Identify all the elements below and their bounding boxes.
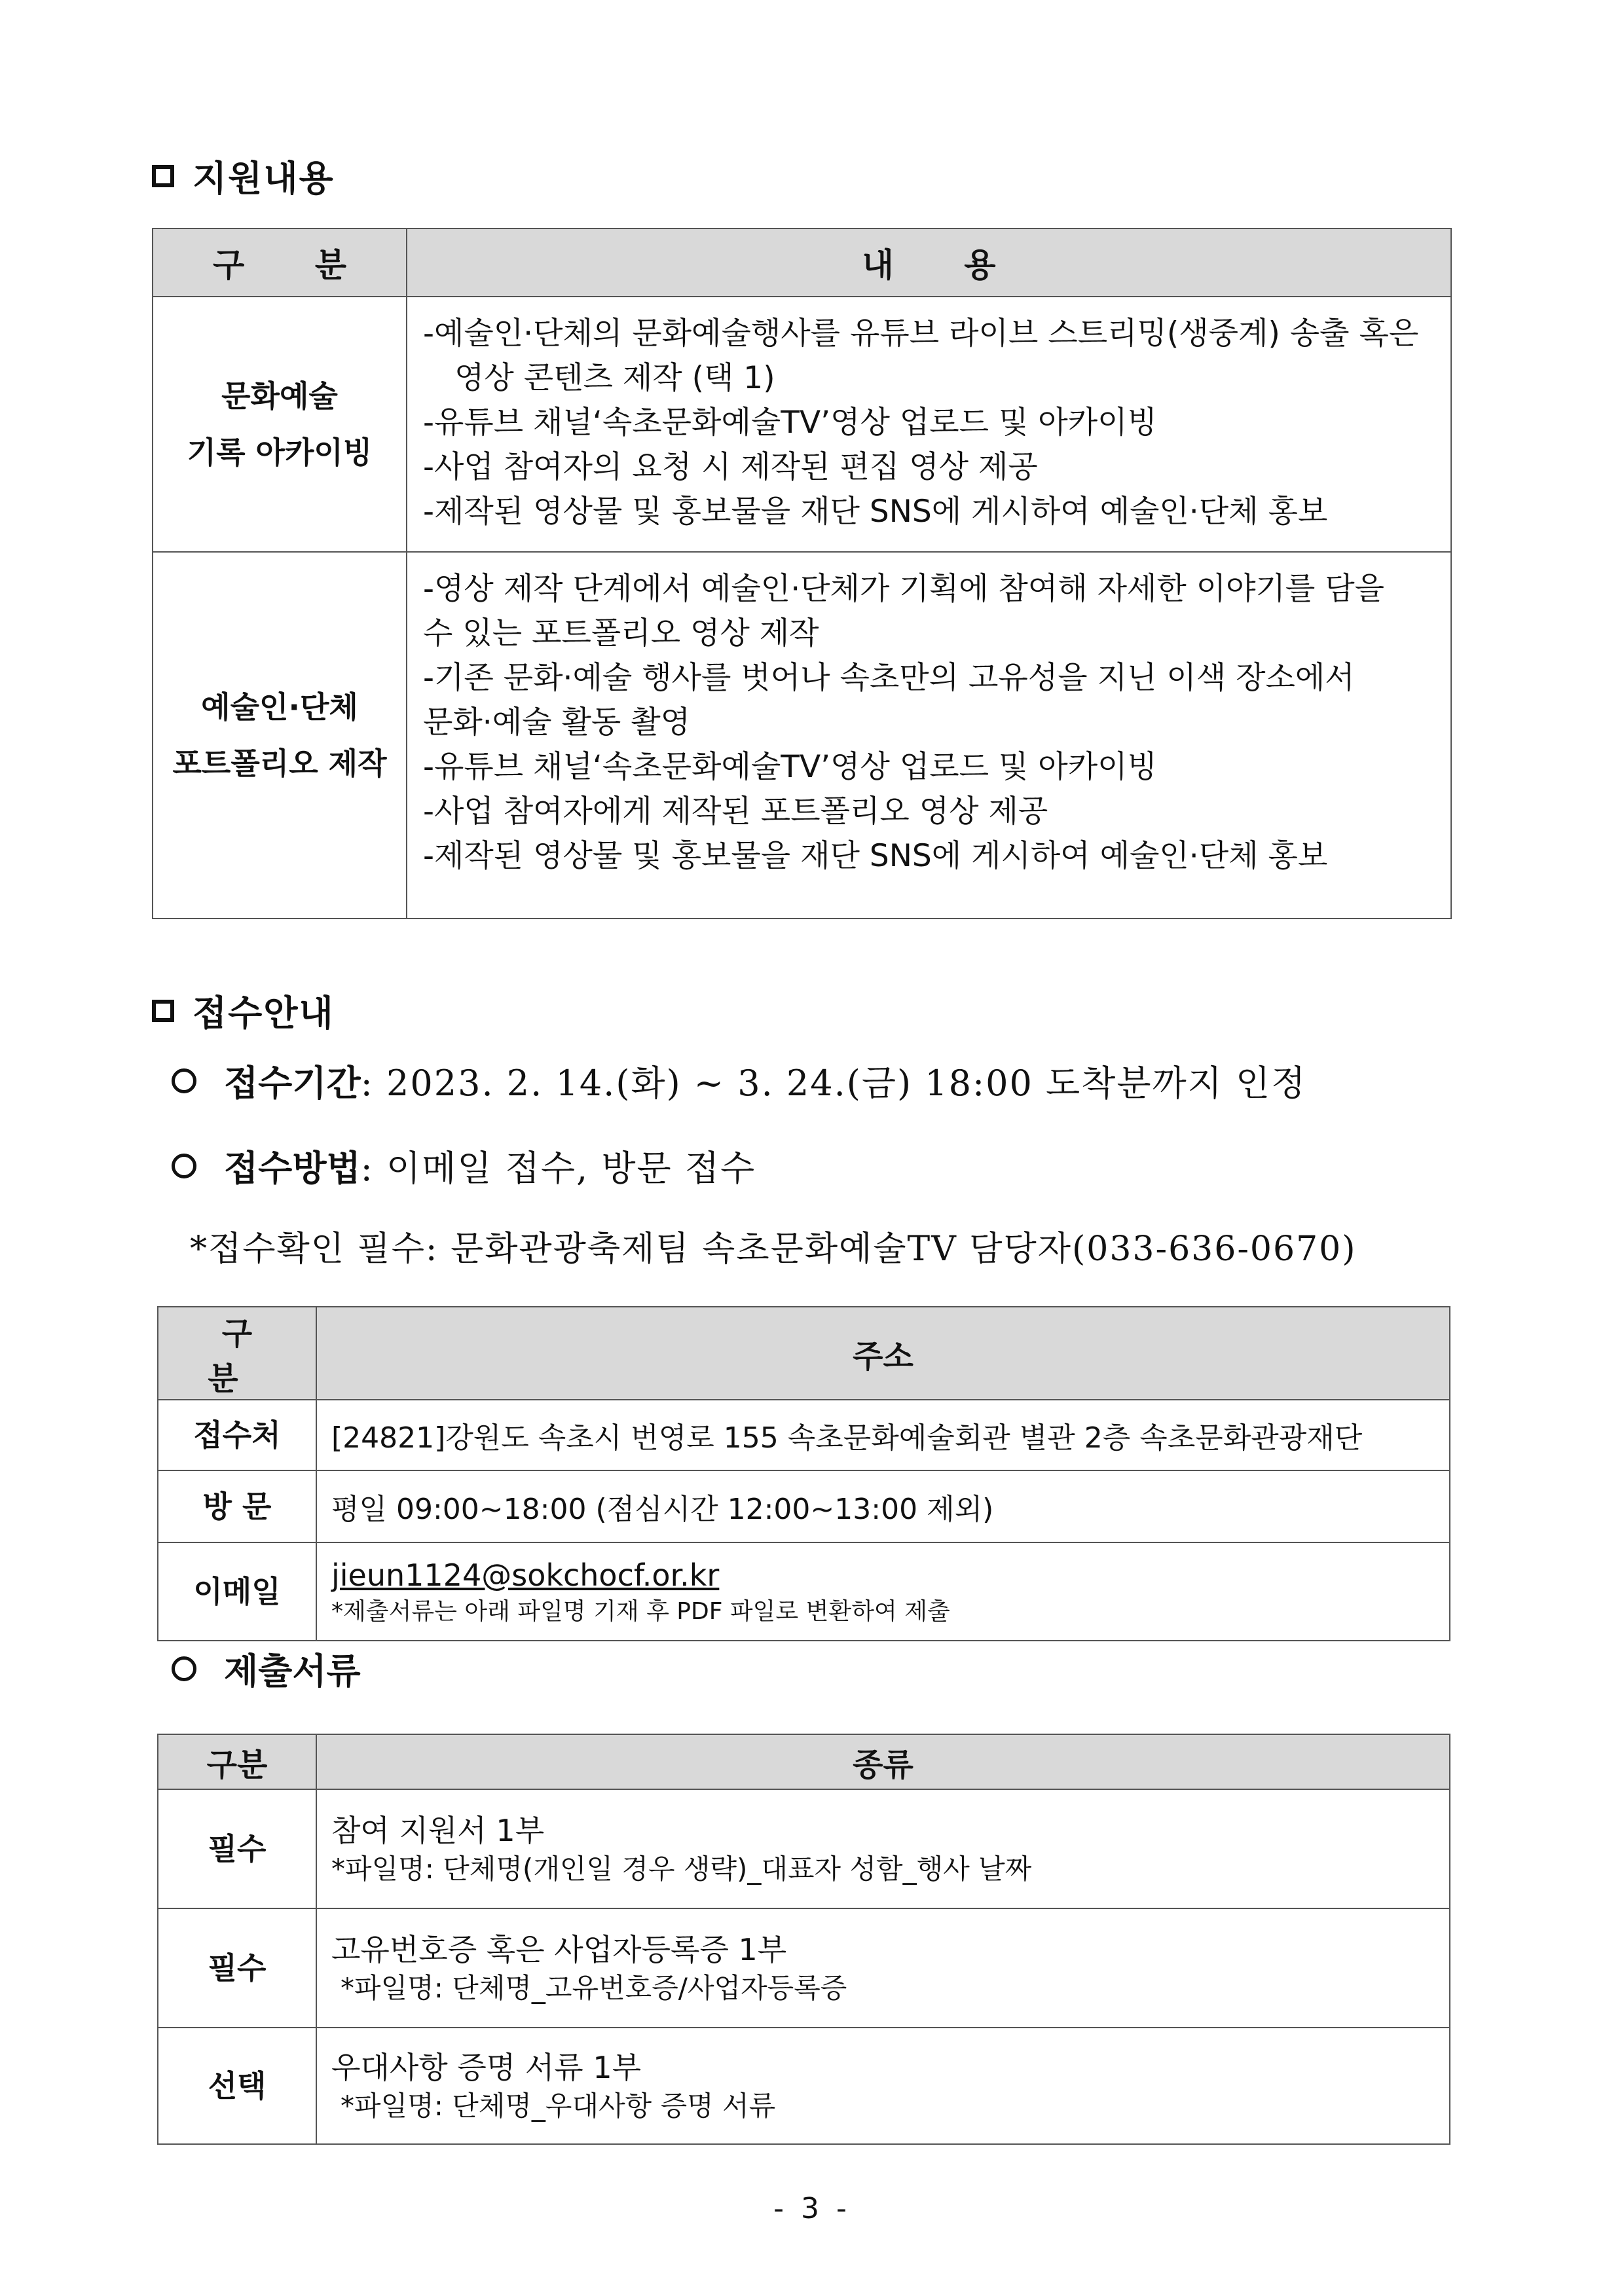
support-title: 지원내용 xyxy=(193,158,335,199)
reception-table xyxy=(157,1306,1450,1641)
table-row xyxy=(158,1400,1450,1470)
table-row xyxy=(158,1789,1450,1908)
support-table xyxy=(152,228,1452,919)
category-cell: 필수 xyxy=(158,1789,316,1908)
header-content: 내 용 xyxy=(407,228,1451,297)
table-row xyxy=(158,1542,1450,1641)
table-row xyxy=(158,2028,1450,2144)
circle-bullet-icon xyxy=(172,1656,196,1681)
header-category: 구 분 xyxy=(153,228,407,297)
table-row xyxy=(158,1908,1450,2028)
circle-bullet-icon xyxy=(172,1068,196,1093)
reception-period: 접수기간 : 2023. 2. 14.(화) ~ 3. 24.(금) 18:00 도착분까지 인정 xyxy=(172,1055,1306,1106)
document-cell: 고유번호증 혹은 사업자등록증 1부 *파일명: 단체명_고유번호증/사업자등록증 xyxy=(316,1908,1450,2028)
section-title-documents: 제출서류 xyxy=(172,1643,361,1694)
header-category: 구분 xyxy=(158,1734,316,1789)
hours-cell: 평일 09:00~18:00 (점심시간 12:00~13:00 제외) xyxy=(316,1470,1450,1542)
section-title-reception xyxy=(152,985,335,1036)
checkbox-square-icon xyxy=(152,1000,174,1022)
category-cell: 접수처 xyxy=(158,1400,316,1470)
table-row xyxy=(153,552,1451,919)
page-number: - 3 - xyxy=(773,2192,851,2225)
header-category: 구 분 xyxy=(158,1307,316,1400)
email-note: *제출서류는 아래 파일명 기재 후 PDF 파일로 변환하여 제출 xyxy=(331,1597,950,1625)
category-cell: 예술인·단체 포트폴리오 제작 xyxy=(153,552,407,919)
reception-table-header xyxy=(158,1307,1450,1400)
reception-title: 접수안내 xyxy=(193,993,335,1034)
header-type: 종류 xyxy=(316,1734,1450,1789)
documents-table xyxy=(157,1734,1450,2145)
content-cell: -영상 제작 단계에서 예술인·단체가 기획에 참여해 자세한 이야기를 담을 수 있는 포트폴리오 영상 제작 -기존 문화·예술 행사를 벗어나 속초만의 고유성을 지닌 이색 장소에서 문화·예술 활동 촬영 -유튜브 채널‘속초문화예술TV’영상 업로드 및 아카이빙 -사업 참여자에게 제작된 포트폴리오 영상 제공 -제작된 영상물 및 홍보물을 재단 SNS에 게시하여 예술인·단체 홍보 xyxy=(407,552,1451,919)
address-cell: [24821]강원도 속초시 번영로 155 속초문화예술회관 별관 2층 속초문화관광재단 xyxy=(316,1400,1450,1470)
documents-table-header xyxy=(158,1734,1450,1789)
email-link[interactable]: jieun1124@sokchocf.or.kr xyxy=(331,1557,720,1593)
circle-bullet-icon xyxy=(172,1154,196,1178)
document-cell: 우대사항 증명 서류 1부 *파일명: 단체명_우대사항 증명 서류 xyxy=(316,2028,1450,2144)
content-cell: -예술인·단체의 문화예술행사를 유튜브 라이브 스트리밍(생중계) 송출 혹은 영상 콘텐츠 제작 (택 1) -유튜브 채널‘속초문화예술TV’영상 업로드 및 아카이빙 -사업 참여자의 요청 시 제작된 편집 영상 제공 -제작된 영상물 및 홍보물을 재단 SNS에 게시하여 예술인·단체 홍보 xyxy=(407,297,1451,552)
category-cell: 이메일 xyxy=(158,1542,316,1641)
reception-method: 접수방법 : 이메일 접수, 방문 접수 xyxy=(172,1140,756,1191)
header-address: 주소 xyxy=(316,1307,1450,1400)
table-row xyxy=(153,297,1451,552)
table-row xyxy=(158,1470,1450,1542)
reception-note: *접수확인 필수: 문화관광축제팀 속초문화예술TV 담당자(033-636-0670) xyxy=(190,1230,1357,1269)
category-cell: 필수 xyxy=(158,1908,316,2028)
category-cell: 선택 xyxy=(158,2028,316,2144)
category-cell: 방 문 xyxy=(158,1470,316,1542)
document-cell: 참여 지원서 1부 *파일명: 단체명(개인일 경우 생략)_대표자 성함_행사 날짜 xyxy=(316,1789,1450,1908)
checkbox-square-icon xyxy=(152,165,174,187)
support-table-header xyxy=(153,228,1451,297)
section-title-support xyxy=(152,151,335,201)
email-cell xyxy=(316,1542,1450,1641)
category-cell: 문화예술 기록 아카이빙 xyxy=(153,297,407,552)
